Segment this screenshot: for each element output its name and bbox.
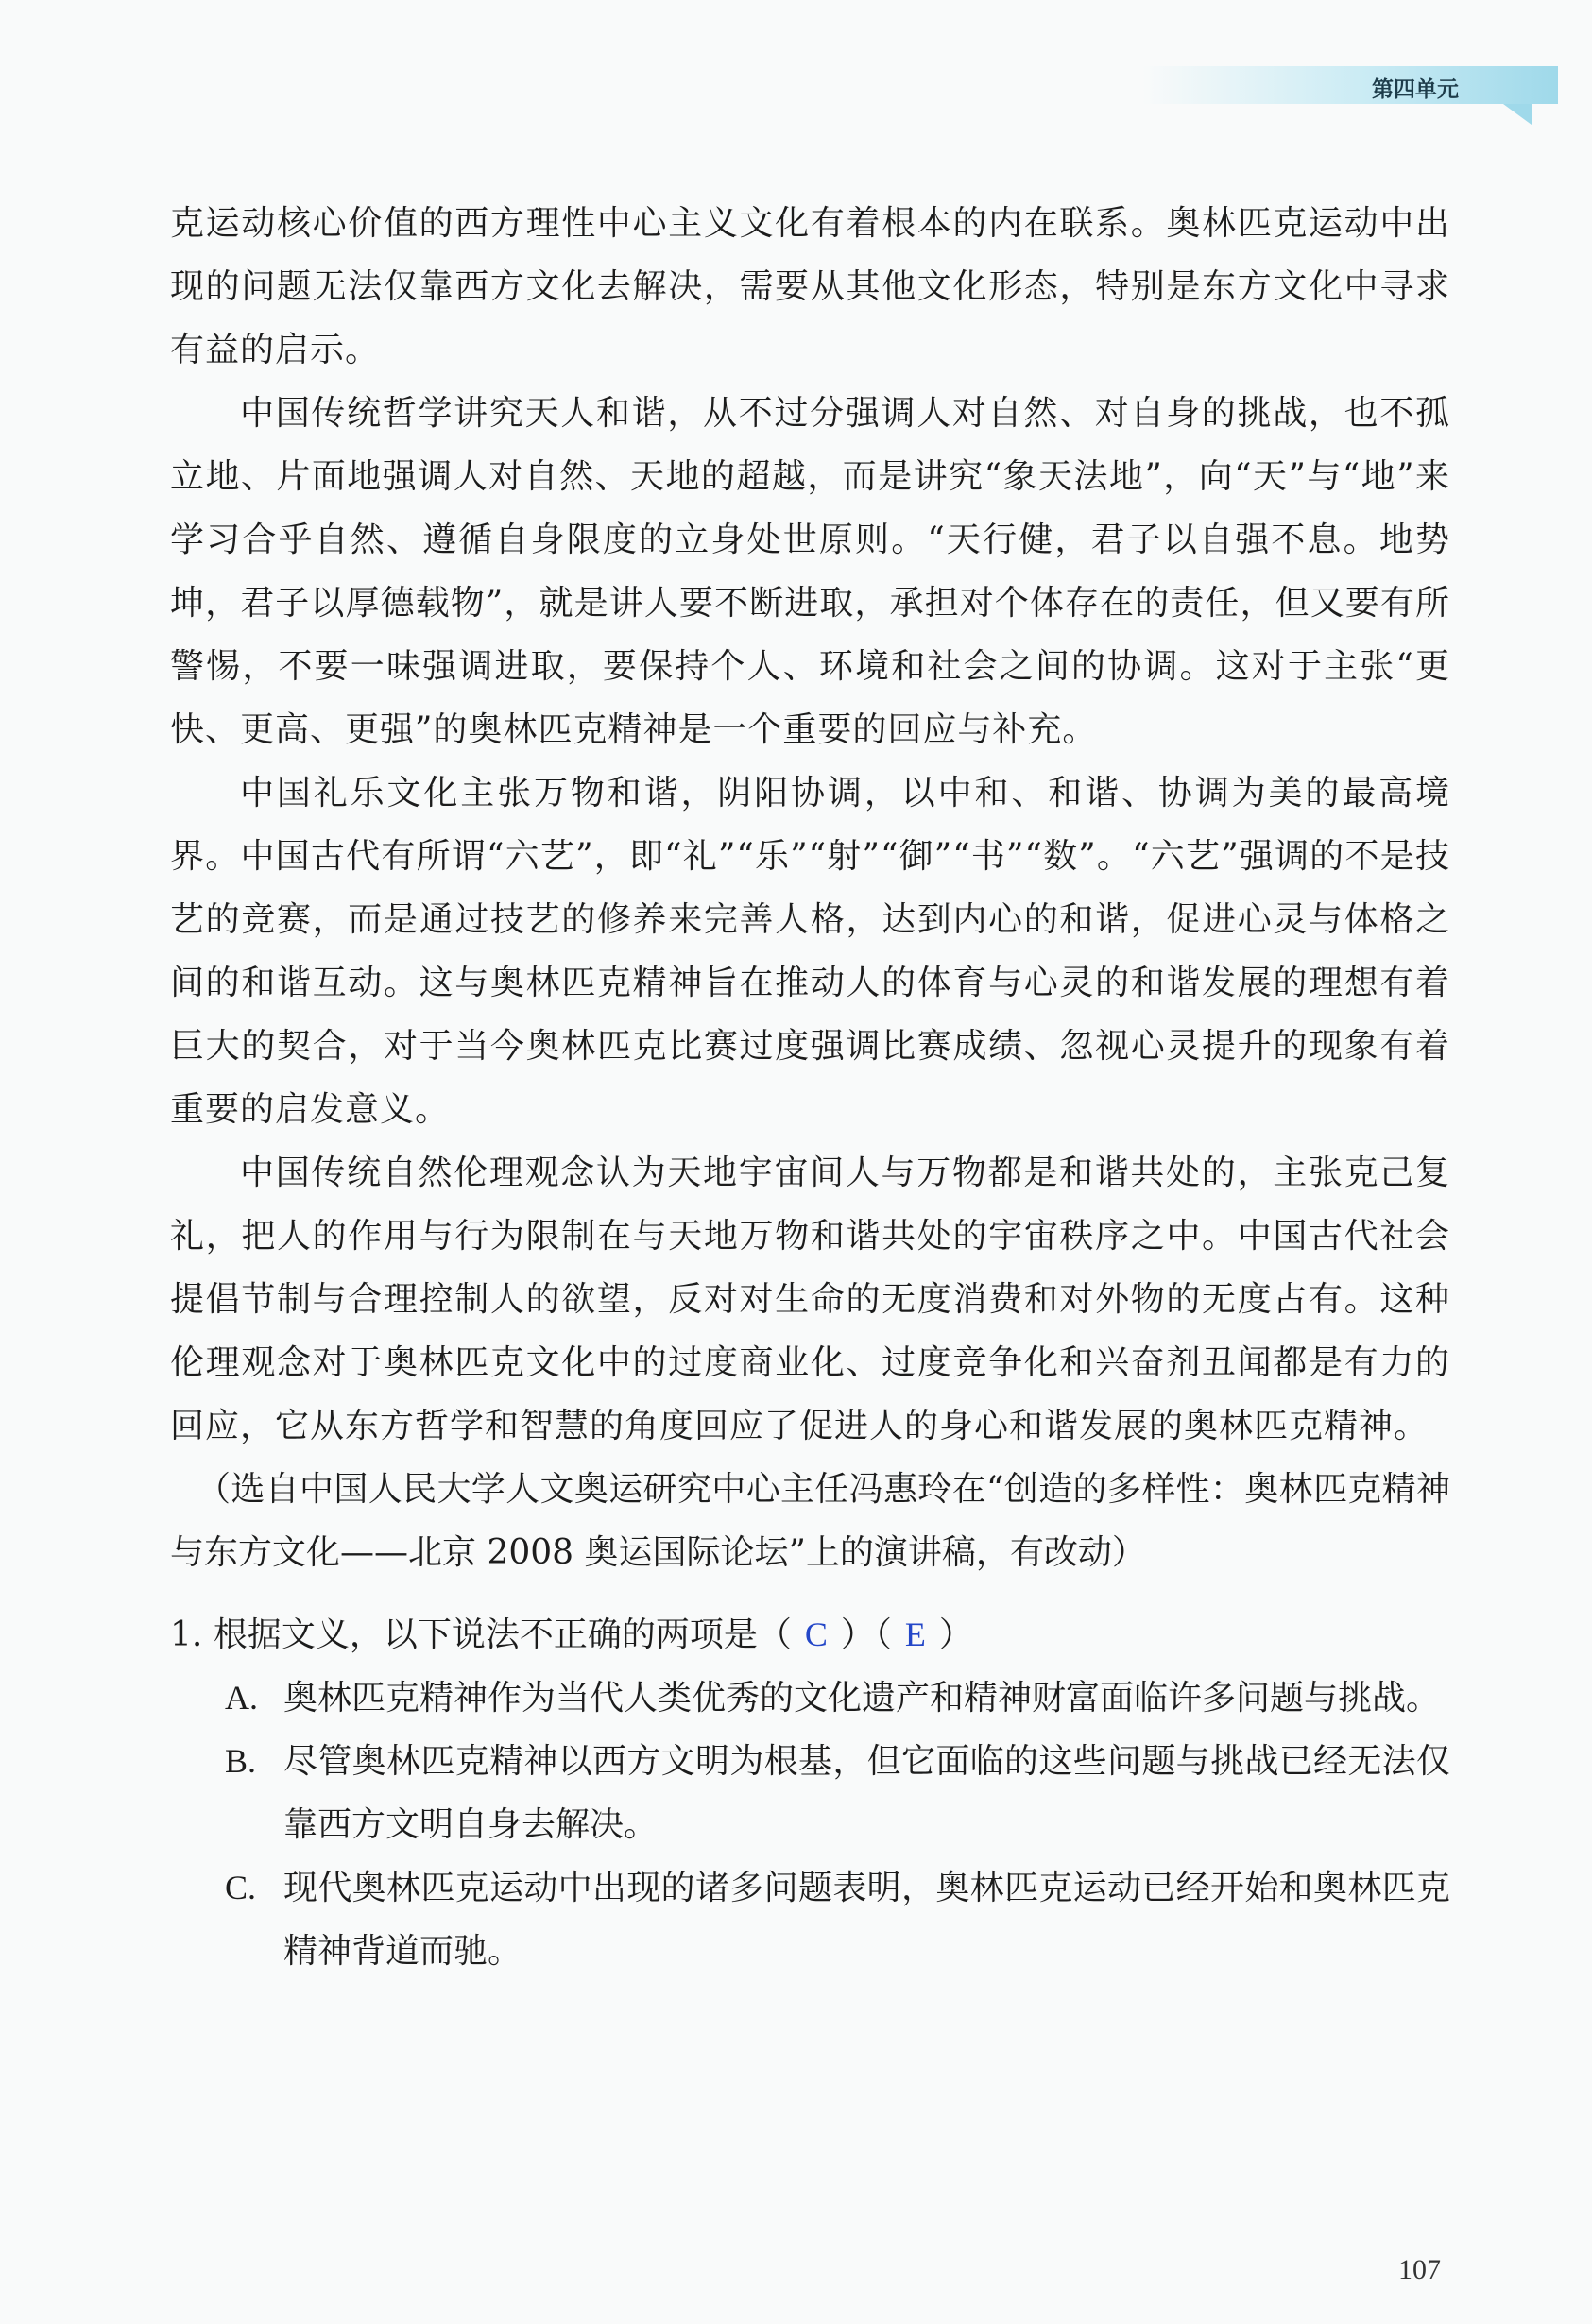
option-text: 尽管奥林匹克精神以西方文明为根基，但它面临的这些问题与挑战已经无法仅靠西方文明自身去解决。 [283,1742,1450,1844]
question-bracket-mid: ）（ [840,1615,892,1654]
option-text: 奥林匹克精神作为当代人类优秀的文化遗产和精神财富面临许多问题与挑战。 [283,1679,1441,1717]
paragraph-harmony: 中国传统哲学讲究天人和谐，从不过分强调人对自然、对自身的挑战，也不孤立地、片面地强调人对自然、天地的超越，而是讲究“象天法地”，向“天”与“地”来学习合乎自然、遵循自身限度的立身处世原则。“天行健，君子以自强不息。地势坤，君子以厚德载物”，就是讲人要不断进取，承担对个体存在的责任，但又要有所警惕，不要一味强调进取，要保持个人、环境和社会之间的协调。这对于主张“更快、更高、更强”的奥林匹克精神是一个重要的回应与补充。 [170,394,1450,749]
page-content [170,192,1450,1983]
option-letter: C. [225,1869,257,1906]
option-letter: B. [225,1742,257,1780]
option-a [225,1666,1450,1730]
paragraph-rites-music: 中国礼乐文化主张万物和谐，阴阳协调，以中和、和谐、协调为美的最高境界。中国古代有所谓“六艺”，即“礼”“乐”“射”“御”“书”“数”。“六艺”强调的不是技艺的竞赛，而是通过技艺的修养来完善人格，达到内心的和谐，促进心灵与体格之间的和谐互动。这与奥林匹克精神旨在推动人的体育与心灵的和谐发展的理想有着巨大的契合，对于当今奥林匹克比赛过度强调比赛成绩、忽视心灵提升的现象有着重要的启发意义。 [170,774,1450,1129]
paragraph-ethics: 中国传统自然伦理观念认为天地宇宙间人与万物都是和谐共处的，主张克己复礼，把人的作用与行为限制在与天地万物和谐共处的宇宙秩序之中。中国古代社会提倡节制与合理控制人的欲望，反对对生命的无度消费和对外物的无度占有。这种伦理观念对于奥林匹克文化中的过度商业化、过度竞争化和兴奋剂丑闻都是有力的回应，它从东方哲学和智慧的角度回应了促进人的身心和谐发展的奥林匹克精神。 [170,1153,1450,1445]
page-number: 107 [1398,2254,1441,2285]
answer-1: C [804,1615,828,1653]
question-stem [170,1603,1450,1666]
option-text: 现代奥林匹克运动中出现的诸多问题表明，奥林匹克运动已经开始和奥林匹克精神背道而驰。 [283,1869,1450,1971]
option-c [225,1856,1450,1983]
source-note: （选自中国人民大学人文奥运研究中心主任冯惠玲在“创造的多样性：奥林匹克精神与东方文化——北京 2008 奥运国际论坛”上的演讲稿，有改动） [170,1470,1450,1572]
question-number: 1. [170,1615,203,1654]
answer-2: E [904,1615,926,1653]
option-b [225,1730,1450,1856]
unit-label: 第四单元 [1372,77,1459,102]
banner-tip [1503,104,1532,125]
paragraph-continued: 克运动核心价值的西方理性中心主义文化有着根本的内在联系。奥林匹克运动中出现的问题无法仅靠西方文化去解决，需要从其他文化形态，特别是东方文化中寻求有益的启示。 [170,204,1450,369]
question-text: 根据文义，以下说法不正确的两项是（ [213,1615,792,1654]
unit-banner [1142,66,1558,104]
option-letter: A. [225,1679,258,1717]
question-bracket-end: ） [938,1615,973,1654]
